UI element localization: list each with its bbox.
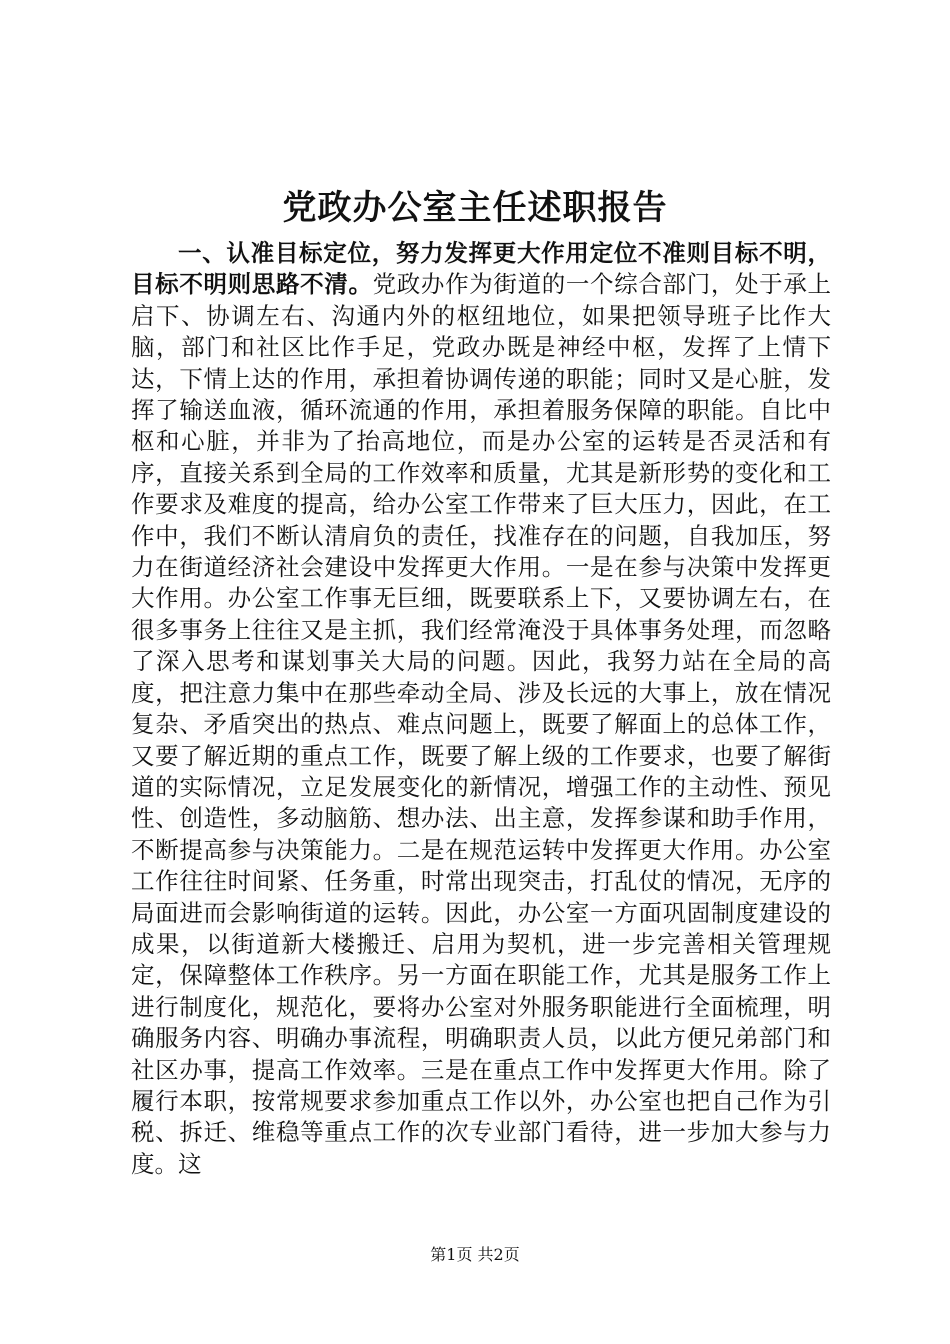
body-text-content: 党政办作为街道的一个综合部门，处于承上启下、协调左右、沟通内外的枢纽地位，如果把领导班子比作大脑，部门和社区比作手足，党政办既是神经中枢，发挥了上情下达，下情上达的作用，承担着协调传递的职能；同时又是心脏，发挥了输送血液，循环流通的作用，承担着服务保障的职能。自比中枢和心脏，并非为了抬高地位，而是办公室的运转是否灵活和有序，直接关系到全局的工作效率和质量，尤其是新形势的变化和工作要求及难度的提高，给办公室工作带来了巨大压力，因此，在工作中，我们不断认清肩负的责任，找准存在的问题，自我加压，努力在街道经济社会建设中发挥更大作用。一是在参与决策中发挥更大作用。办公室工作事无巨细，既要联系上下，又要协调左右，在很多事务上往往又是主抓，我们经常淹没于具体事务处理，而忽略了深入思考和谋划事关大局的问题。因此，我努力站在全局的高度，把注意力集中在那些牵动全局、涉及长远的大事上，放在情况复杂、矛盾突出的热点、难点问题上，既要了解面上的总体工作，又要了解近期的重点工作，既要了解上级的工作要求，也要了解街道的实际情况，立足发展变化的新情况，增强工作的主动性、预见性、创造性，多动脑筋、想办法、出主意，发挥参谋和助手作用，不断提高参与决策能力。二是在规范运转中发挥更大作用。办公室工作往往时间紧、任务重，时常出现突击，打乱仗的情况，无序的局面进而会影响街道的运转。因此，办公室一方面巩固制度建设的成果，以街道新大楼搬迁、启用为契机，进一步完善相关管理规定，保障整体工作秩序。另一方面在职能工作，尤其是服务工作上进行制度化，规范化，要将办公室对外服务职能进行全面梳理，明确服务内容、明确办事流程，明确职责人员，以此方便兄弟部门和社区办事，提高工作效率。三是在重点工作中发挥更大作用。除了履行本职，按常规要求参加重点工作以外，办公室也把自己作为引税、拆迁、维稳等重点工作的次专业部门看待，进一步加大参与力度。这 (131, 270, 831, 1178)
page-number-footer: 第1页 共2页 (430, 1245, 520, 1264)
document-title: 党政办公室主任述职报告 (282, 188, 668, 228)
section-heading-lead: 一、认准目标定位，努力发挥更大作用定位不准则目标不明，目标不明则思路不清。 (131, 239, 831, 299)
body-paragraph (131, 238, 831, 1180)
